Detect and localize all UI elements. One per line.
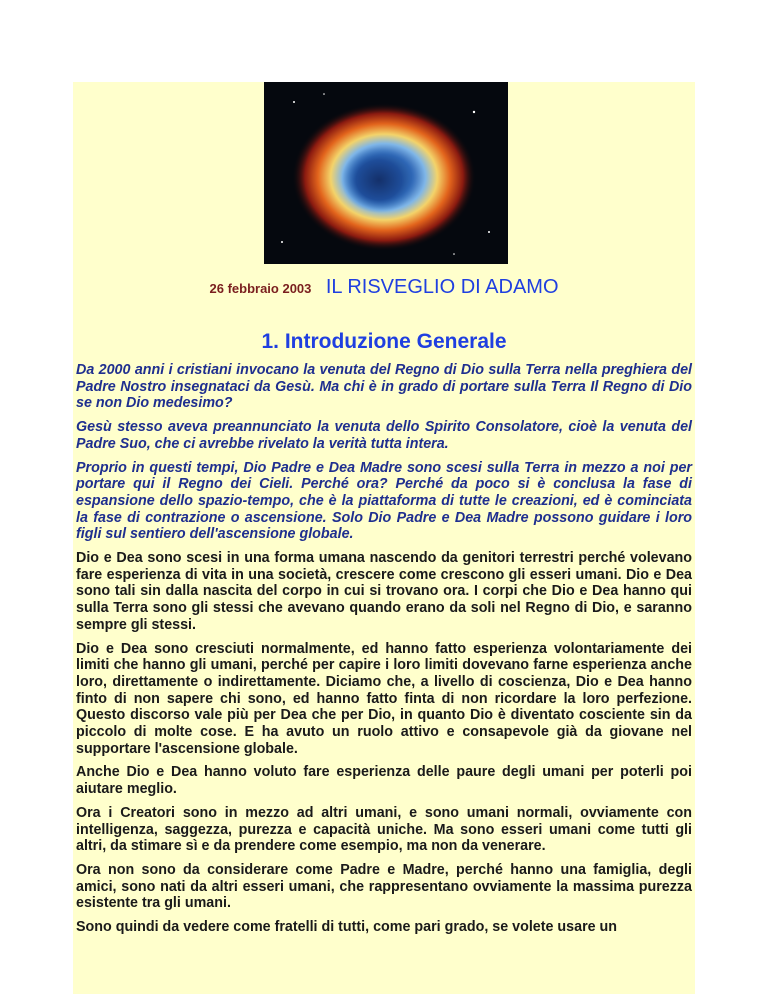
nebula-graphic <box>264 82 508 264</box>
paragraph: Sono quindi da vedere come fratelli di tutti, come pari grado, se volete usare un <box>76 919 618 936</box>
paragraph: Proprio in questi tempi, Dio Padre e Dea Madre sono scesi sulla Terra in mezzo a noi per portare qui il Regno dei Cieli. Perché ora? Perché da poco si è conclusa la fase di espansione dello spazio-tempo, che è la piattaforma di tutte le creazioni, ed è cominciata la fase di contrazione o ascensione. Solo Dio Padre e Dea Madre possono guidare i loro figli sul sentiero dell'ascensione globale. <box>76 459 692 543</box>
paragraph: Da 2000 anni i cristiani invocano la venuta del Regno di Dio sulla Terra nella preghiera del Padre Nostro insegnataci da Gesù. Ma chi è in grado di portare sulla Terra Il Regno di Dio se non Dio medesimo? <box>76 362 692 412</box>
section-title: 1. Introduzione Generale <box>261 330 507 353</box>
paragraph: Dio e Dea sono cresciuti normalmente, ed hanno fatto esperienza volontariamente dei limiti che hanno gli umani, perché per capire i loro limiti dovevano farne esperienza anche loro, direttamente o indirettamente. Diciamo che, a livello di coscienza, Dio e Dea hanno finto di non sapere chi sono, ed hanno fatto finta di non ricordare la loro perfezione. Questo discorso vale più per Dea che per Dio, in quanto Dio è diventato cosciente sin da piccolo di molte cose. E ha avuto un ruolo attivo e consapevole già da giovane nel supportare l'ascensione globale. <box>76 640 692 757</box>
paragraph: Dio e Dea sono scesi in una forma umana nascendo da genitori terrestri perché volevano fare esperienza di vita in una società, crescere come crescono gli esseri umani. Dio e Dea sono tali sin dalla nascita del corpo in cui si trovano ora. I corpi che Dio e Dea hanno qui sulla Terra sono gli stessi che avevano quando erano da soli nel Regno di Dio, e saranno sempre gli stessi. <box>76 550 692 633</box>
publication-date: 26 febbraio 2003 <box>209 281 312 296</box>
helix-nebula-image <box>264 82 508 264</box>
document-page <box>73 82 695 994</box>
paragraph: Anche Dio e Dea hanno voluto fare esperienza delle paure degli umani per poterli poi aiutare meglio. <box>76 764 692 798</box>
paragraph: Ora non sono da considerare come Padre e Madre, perché hanno una famiglia, degli amici, sono nati da altri esseri umani, che rappresentano ovviamente la massima purezza esistente tra gli umani. <box>76 861 692 912</box>
page-title: IL RISVEGLIO DI ADAMO <box>325 276 559 298</box>
article-body <box>76 362 692 943</box>
headline <box>73 276 695 299</box>
paragraph: Gesù stesso aveva preannunciato la venuta dello Spirito Consolatore, cioè la venuta del Padre Suo, che ci avrebbe rivelato la verità tutta intera. <box>76 419 692 452</box>
paragraph: Ora i Creatori sono in mezzo ad altri umani, e sono umani normali, ovviamente con intelligenza, saggezza, purezza e capacità uniche. Ma sono esseri umani come tutti gli altri, da stimare sì e da prendere come esempio, ma non da venerare. <box>76 804 692 855</box>
